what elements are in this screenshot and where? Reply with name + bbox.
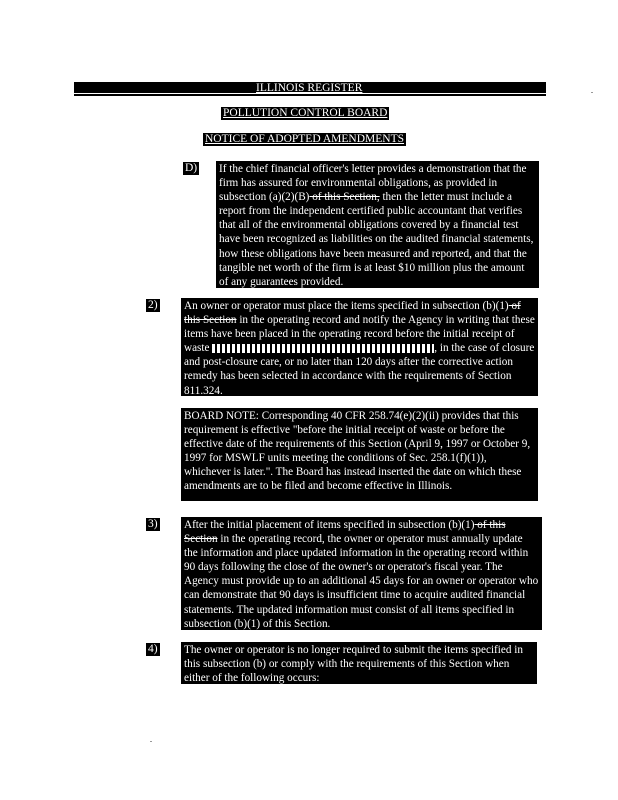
paragraph-2-text-2: in the operating record and notify the Agency in writing that these items have been placed in the operating record before the initial receipt of waste xyxy=(184,314,535,355)
paragraph-d-text-2: then the letter must include a report from the independent certified public accountant that verifies that all of the environmental obligations covered by a financial test have been recognized as liabilities on the audited financial statements, how these obligations have been measured and reported, and that the tangible net worth of the firm is at least $10 million plus the amount of any guarantees provided. xyxy=(219,191,534,288)
board-note xyxy=(181,408,538,501)
board-note-text: BOARD NOTE: Corresponding 40 CFR 258.74(e)(2)(ii) provides that this requirement is effective "before the initial receipt of waste or before the effective date of the requirements of this Section (April 9, 1997 or October 9, 1997 for MSWLF units meeting the conditions of Sec. 258.1(f)(1)), whichever is later.". The Board has instead inserted the date on which these amendments are to be filed and become effective in Illinois. xyxy=(184,410,531,493)
item-number-2: 2) xyxy=(148,299,158,311)
redacted-text xyxy=(212,344,434,353)
paragraph-d-struck: of this Section, xyxy=(309,191,380,204)
scan-speck xyxy=(150,741,152,742)
paragraph-4 xyxy=(181,642,537,684)
item-number-4: 4) xyxy=(148,643,158,655)
paragraph-3-struck: of this Section xyxy=(184,519,506,546)
item-number-d: D) xyxy=(185,162,198,174)
paragraph-2-text-1: An owner or operator must place the items specified in subsection (b)(1) xyxy=(184,300,509,312)
paragraph-3 xyxy=(181,517,542,630)
scan-speck xyxy=(591,92,593,93)
paragraph-d xyxy=(216,161,539,288)
paragraph-2 xyxy=(181,298,538,396)
board-title: POLLUTION CONTROL BOARD xyxy=(223,107,388,119)
paragraph-3-text-2: in the operating record, the owner or operator must annually update the information and place updated information in the operating record within 90 days following the close of the owner's or operator's fiscal year. The Agency must provide up to an additional 45 days for an owner or operator who can demonstrate that 90 days is insufficient time to acquire audited financial statements. The updated information must consist of all items specified in subsection (b)(1) of this Section. xyxy=(184,533,539,630)
paragraph-2-struck: of this Section xyxy=(184,300,521,327)
paragraph-d-text-1: If the chief financial officer's letter provides a demonstration that the firm has assured for environmental obligations, as provided in subsection (a)(2)(B) xyxy=(219,163,527,204)
paragraph-2-text-3: , in the case of closure and post-closure care, or no later than 120 days after the corrective action remedy has been selected in accordance with the requirements of Section 811.324. xyxy=(184,342,535,397)
paragraph-3-text-1: After the initial placement of items specified in subsection (b)(1) xyxy=(184,519,475,531)
register-title: ILLINOIS REGISTER xyxy=(256,82,363,94)
paragraph-4-text: The owner or operator is no longer required to submit the items specified in this subsection (b) or comply with the requirements of this Section when either of the following occurs: xyxy=(184,644,523,685)
item-number-3: 3) xyxy=(148,518,158,530)
notice-title: NOTICE OF ADOPTED AMENDMENTS xyxy=(205,133,405,145)
